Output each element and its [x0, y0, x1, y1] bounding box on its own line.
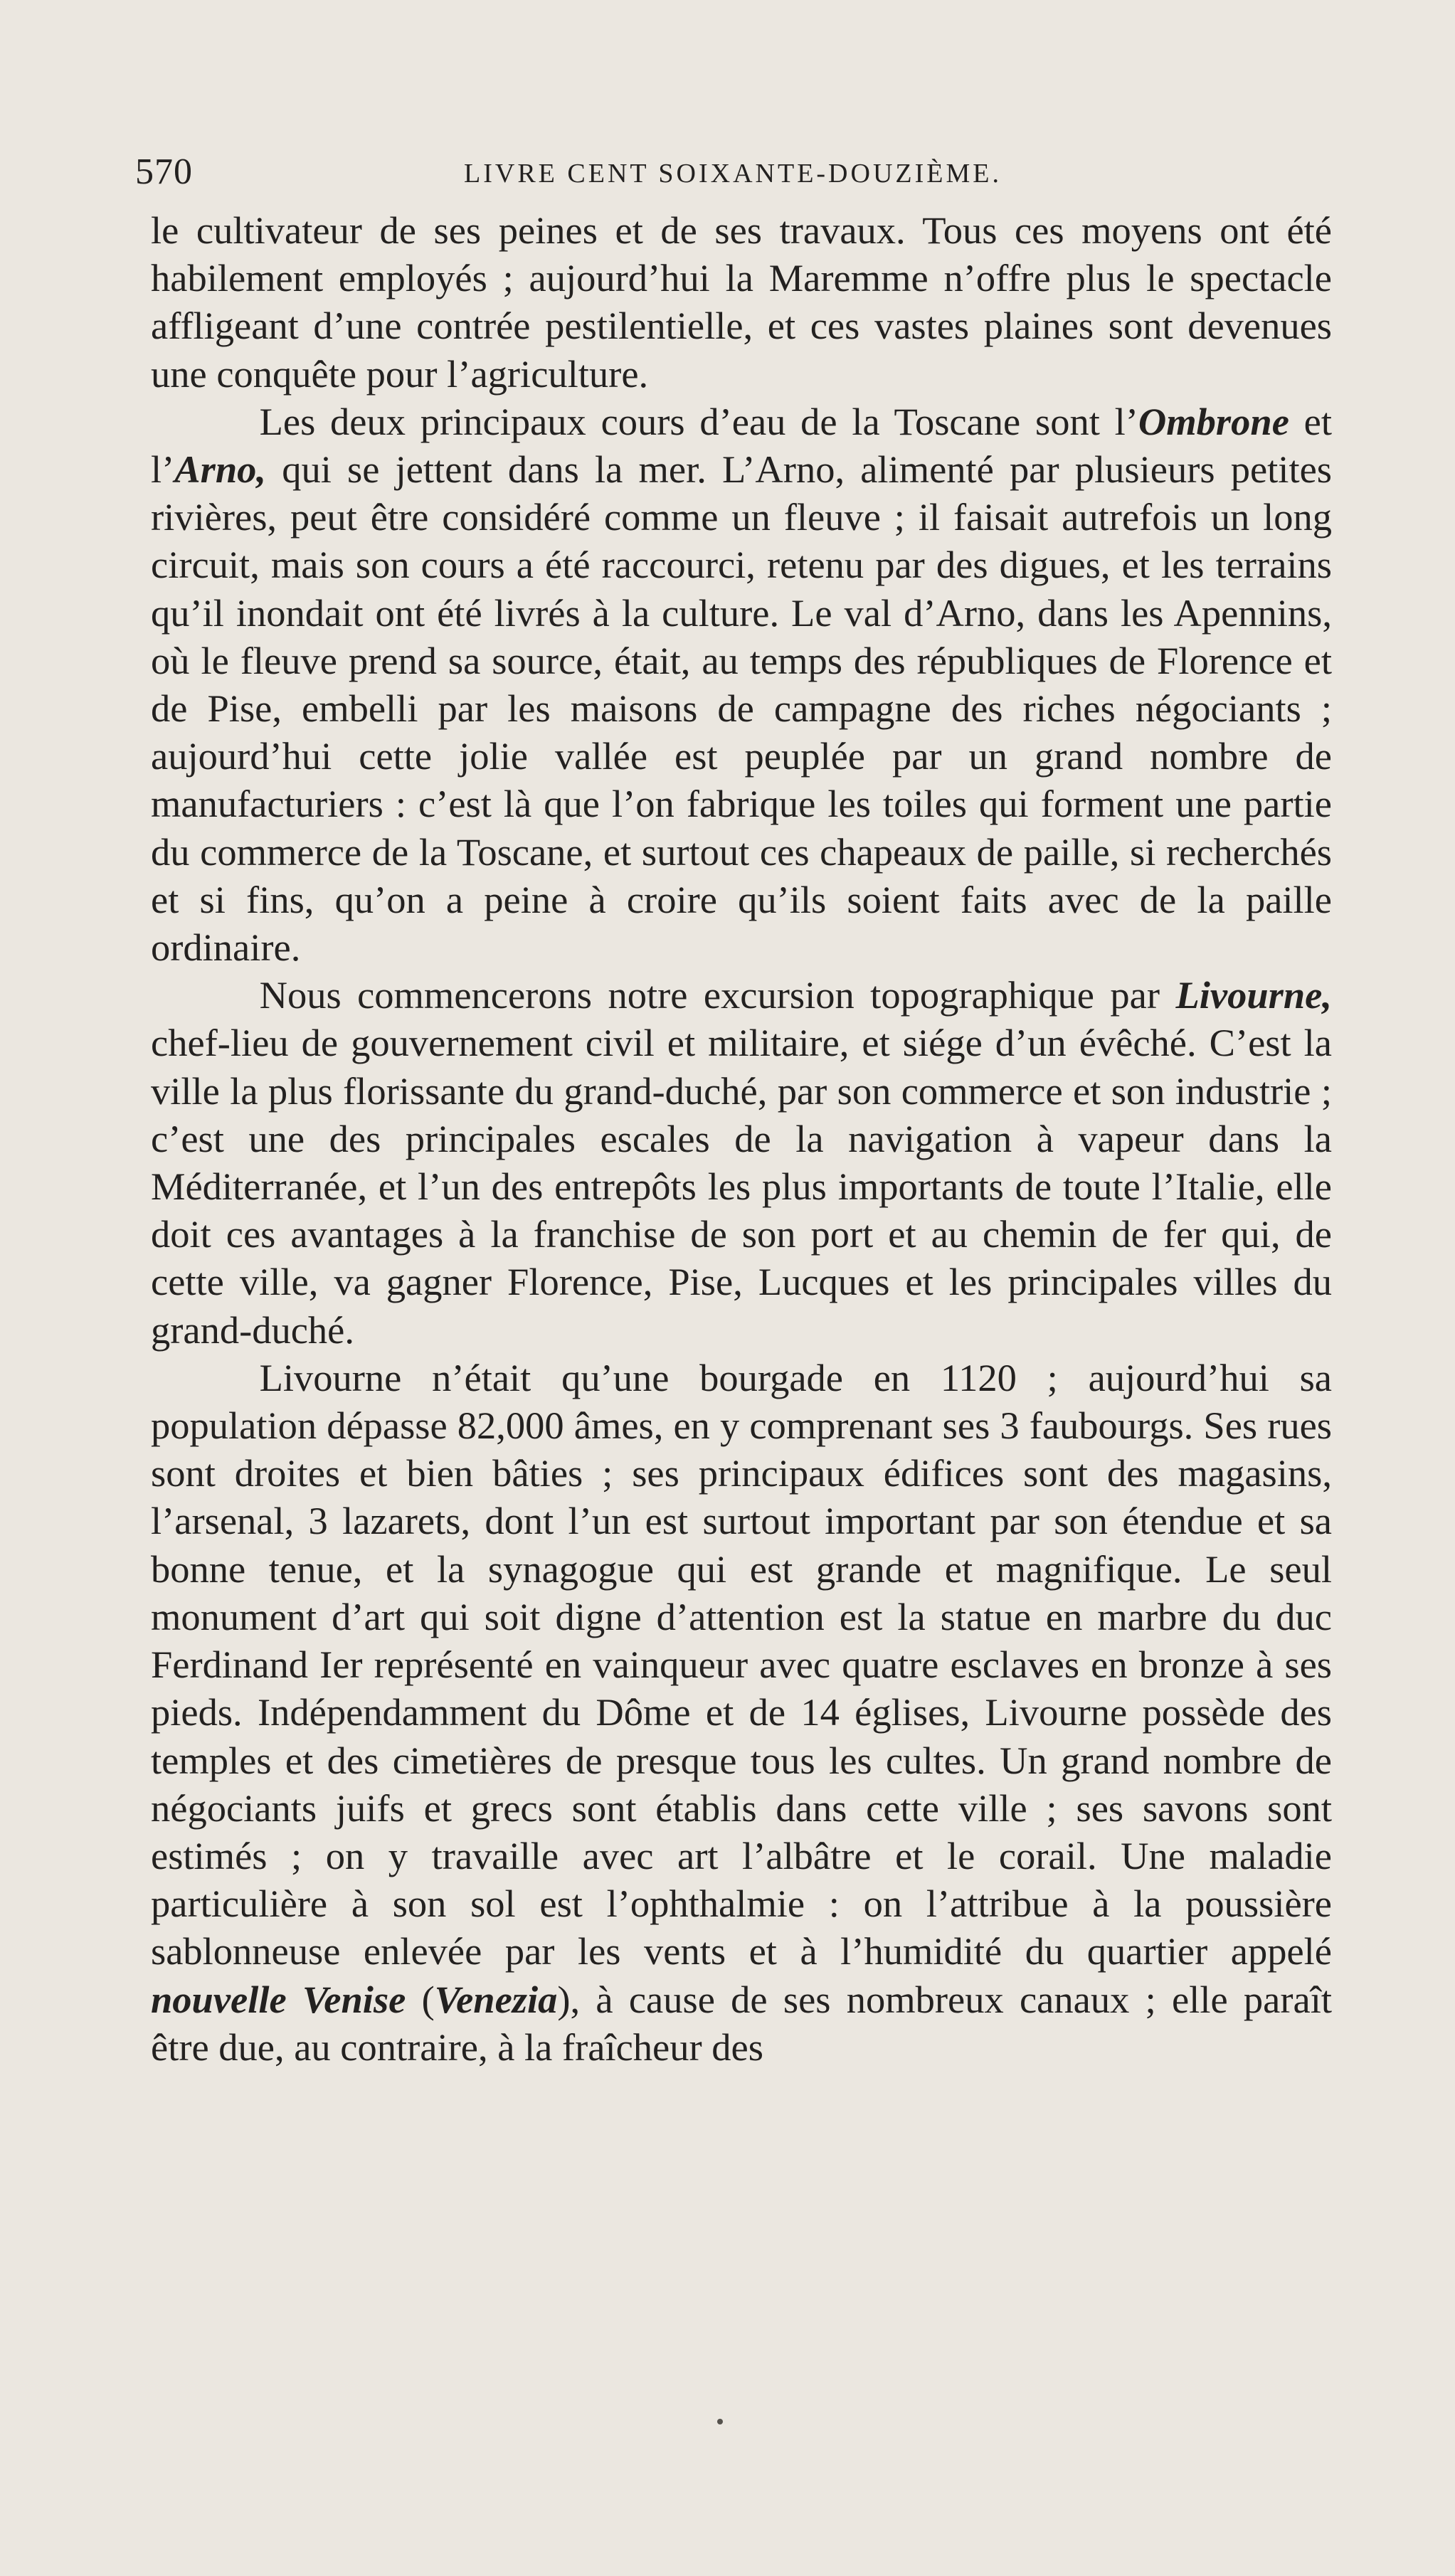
body-text [151, 206, 1332, 2469]
text-run: Livourne n’était qu’une bourgade en 1120 ; aujourd’hui sa population dépasse 82,000 âmes, en y comprenant ses 3 faubourgs. Ses rues sont droites et bien bâties ; ses principaux édifices sont des magasins, l’arsenal, 3 lazarets, dont l’un est surtout important par son étendue et sa bonne tenue, et la synagogue qui est grande et magnifique. Le seul monument d’art qui soit digne d’attention est la statue en marbre du duc Ferdinand Ier représenté en vainqueur avec quatre esclaves en bronze à ses pieds. Indépendamment du Dôme et de 14 églises, Livourne possède des temples et des cimetières de presque tous les cultes. Un grand nombre de négociants juifs et grecs sont établis dans cette ville ; ses savons sont estimés ; on y travaille avec art l’albâtre et le corail. Une maladie particulière à son sol est l’ophthalmie : on l’attribue à la poussière sablonneuse enlevée par les vents et à l’humidité du quartier appelé [151, 1355, 1332, 1973]
text-run: qui se jettent dans la mer. L’Arno, alimenté par plusieurs petites rivières, peut être considéré comme un fleuve ; il faisait autrefois un long circuit, mais son cours a été raccourci, retenu par des digues, et les terrains qu’il inondait ont été livrés à la culture. Le val d’Arno, dans les Apennins, où le fleuve prend sa source, était, au temps des républiques de Florence et de Pise, embelli par les maisons de campagne des riches négociants ; aujourd’hui cette jolie vallée est peuplée par un grand nombre de manufacturiers : c’est là que l’on fabrique les toiles qui forment une partie du commerce de la Toscane, et surtout ces chapeaux de paille, si recherchés et si fins, qu’on a peine à croire qu’ils soient faits avec de la paille ordinaire. [151, 447, 1332, 970]
paragraph [151, 971, 1332, 1354]
footer-dot [717, 2419, 723, 2424]
italic-term: Livourne, [1175, 973, 1332, 1017]
text-run: ), à cause de ses nombreux canaux ; elle paraît être due, au contraire, à la fraîcheur des [151, 1977, 1332, 2069]
text-run: ( [406, 1977, 435, 2021]
text-run: Nous commencerons notre excursion topographique par [259, 973, 1176, 1017]
text-run: Les deux principaux cours d’eau de la Toscane sont l’ [259, 399, 1138, 443]
running-head: LIVRE CENT SOIXANTE-DOUZIÈME. [464, 159, 1002, 189]
italic-term: Venezia [434, 1977, 558, 2021]
paragraph [151, 1354, 1332, 2071]
page-number: 570 [135, 152, 193, 192]
text-run: le cultivateur de ses peines et de ses travaux. Tous ces moyens ont été habilement employés ; aujourd’hui la Maremme n’offre plus le spectacle affligeant d’une contrée pestilentielle, et ces vastes plaines sont devenues une conquête pour l’agriculture. [151, 208, 1332, 396]
page-header [135, 151, 1330, 201]
italic-term: nouvelle Venise [151, 1977, 406, 2021]
italic-term: Arno, [174, 447, 267, 492]
text-run: et l’ [151, 399, 1332, 492]
text-run: chef-lieu de gouvernement civil et militaire, et siége d’un évêché. C’est la ville la plus florissante du grand-duché, par son commerce et son industrie ; c’est une des principales escales de la navigation à vapeur dans la Méditerranée, et l’un des entrepôts les plus importants de toute l’Italie, elle doit ces avantages à la franchise de son port et au chemin de fer qui, de cette ville, va gagner Florence, Pise, Lucques et les principales villes du grand-duché. [151, 1021, 1332, 1352]
paragraph [151, 206, 1332, 398]
italic-term: Ombrone [1138, 399, 1289, 443]
paragraph [151, 398, 1332, 971]
